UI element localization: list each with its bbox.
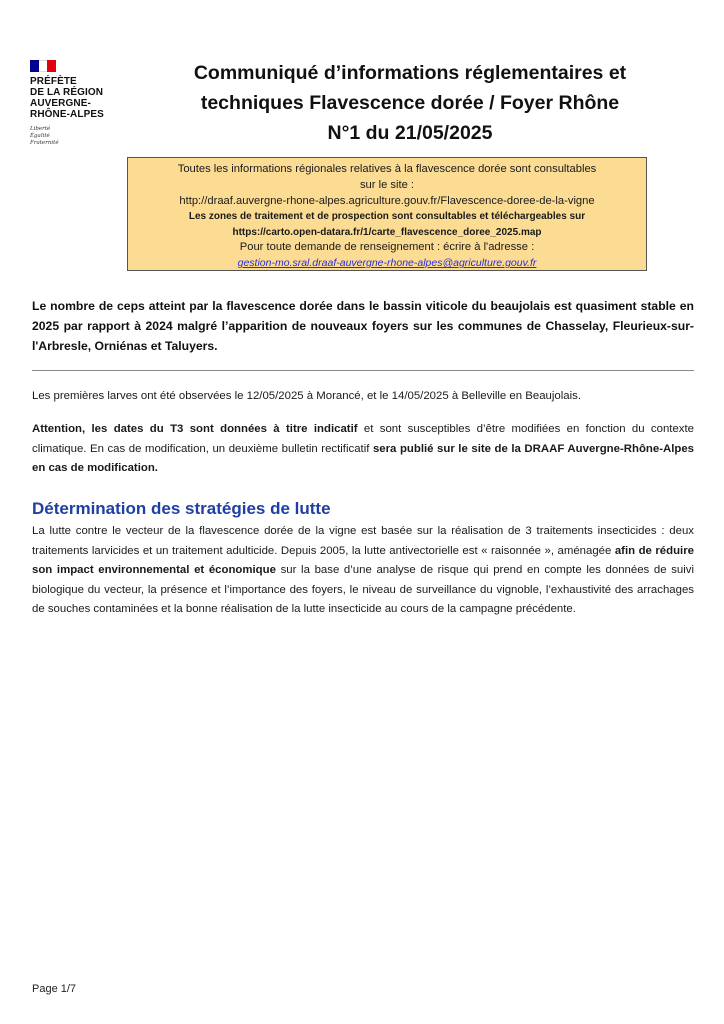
warning-bold-1: Attention, les dates du T3 sont données à titre indicatif <box>32 423 358 435</box>
document-title <box>140 58 680 148</box>
strategy-text-2: sur la base d’une analyse de risque qui prend en compte les données de suivi biologique du vecteur, la présence et l’importance des foyers, le niveau de surveillance du vignoble, l’exhaustivité des arrachages de souches contaminées et la bonne réalisation de la lutte insecticide au cours de la campagne précédente. <box>32 564 694 615</box>
title-line-2: techniques Flavescence dorée / Foyer Rhône <box>200 92 620 114</box>
info-box <box>127 157 647 271</box>
page-number: Page 1/7 <box>32 983 77 995</box>
divider <box>32 370 694 371</box>
info-site-url[interactable]: http://draaf.auvergne-rhone-alpes.agriculture.gouv.fr/Flavescence-doree-de-la-vigne <box>179 194 595 207</box>
larvae-paragraph: Les premières larves ont été observées le 12/05/2025 à Morancé, et le 14/05/2025 à Belleville en Beaujolais. <box>32 390 581 402</box>
info-line-2: sur le site : <box>359 178 415 191</box>
section-heading: Détermination des stratégies de lutte <box>32 499 331 518</box>
motto-line-3: Fraternité <box>30 140 59 146</box>
org-line-3: AUVERGNE- <box>30 98 91 109</box>
contact-email-link[interactable]: gestion-mo.sral.draaf-auvergne-rhone-alpes@agriculture.gouv.fr <box>237 257 537 270</box>
strategy-paragraph <box>32 522 694 620</box>
lead-paragraph: Le nombre de ceps atteint par la flavescence dorée dans le bassin viticole du beaujolais est quasiment stable en 2025 par rapport à 2024 malgré l’apparition de nouveaux foyers sur les communes de Chasselay, Fleurieux-sur-l'Arbresle, Orniénas et Taluyers. <box>32 299 694 353</box>
title-line-1: Communiqué d’informations réglementaires et <box>193 62 627 84</box>
strategy-bold: afin de réduire son impact environnemental et économique <box>32 544 694 576</box>
info-line-1: Toutes les informations régionales relatives à la flavescence dorée sont consultables <box>177 163 597 175</box>
warning-bold-2: sera publié sur le site de la DRAAF Auvergne-Rhône-Alpes en cas de modification. <box>32 442 695 474</box>
org-line-4: RHÔNE-ALPES <box>30 109 104 120</box>
prefecture-logo <box>30 60 130 147</box>
french-flag-icon <box>30 60 56 72</box>
info-line-zones: Les zones de traitement et de prospection sont consultables et téléchargeables sur <box>188 211 586 223</box>
strategy-text-1: La lutte contre le vecteur de la flavescence dorée de la vigne est basée sur la réalisation de 3 traitements insecticides : deux traitements larvicides et un traitement adulticide. Depuis 2005, la lutte antivectorielle est « raisonnée », aménagée <box>32 525 694 557</box>
warning-text: et sont susceptibles d’être modifiées en fonction du contexte climatique. En cas de modification, un deuxième bulletin rectificatif <box>32 423 694 455</box>
motto-line-2: Égalité <box>30 133 50 139</box>
org-line-1: PRÉFÈTE <box>30 76 77 87</box>
org-line-2: DE LA RÉGION <box>30 87 104 98</box>
motto-line-1: Liberté <box>30 126 51 132</box>
info-line-contact: Pour toute demande de renseignement : écrire à l'adresse : <box>239 241 535 254</box>
info-map-url[interactable]: https://carto.open-datara.fr/1/carte_flavescence_doree_2025.map <box>232 226 542 238</box>
republic-motto <box>30 126 130 147</box>
title-line-3: N°1 du 21/05/2025 <box>327 122 493 144</box>
warning-paragraph <box>32 420 694 479</box>
